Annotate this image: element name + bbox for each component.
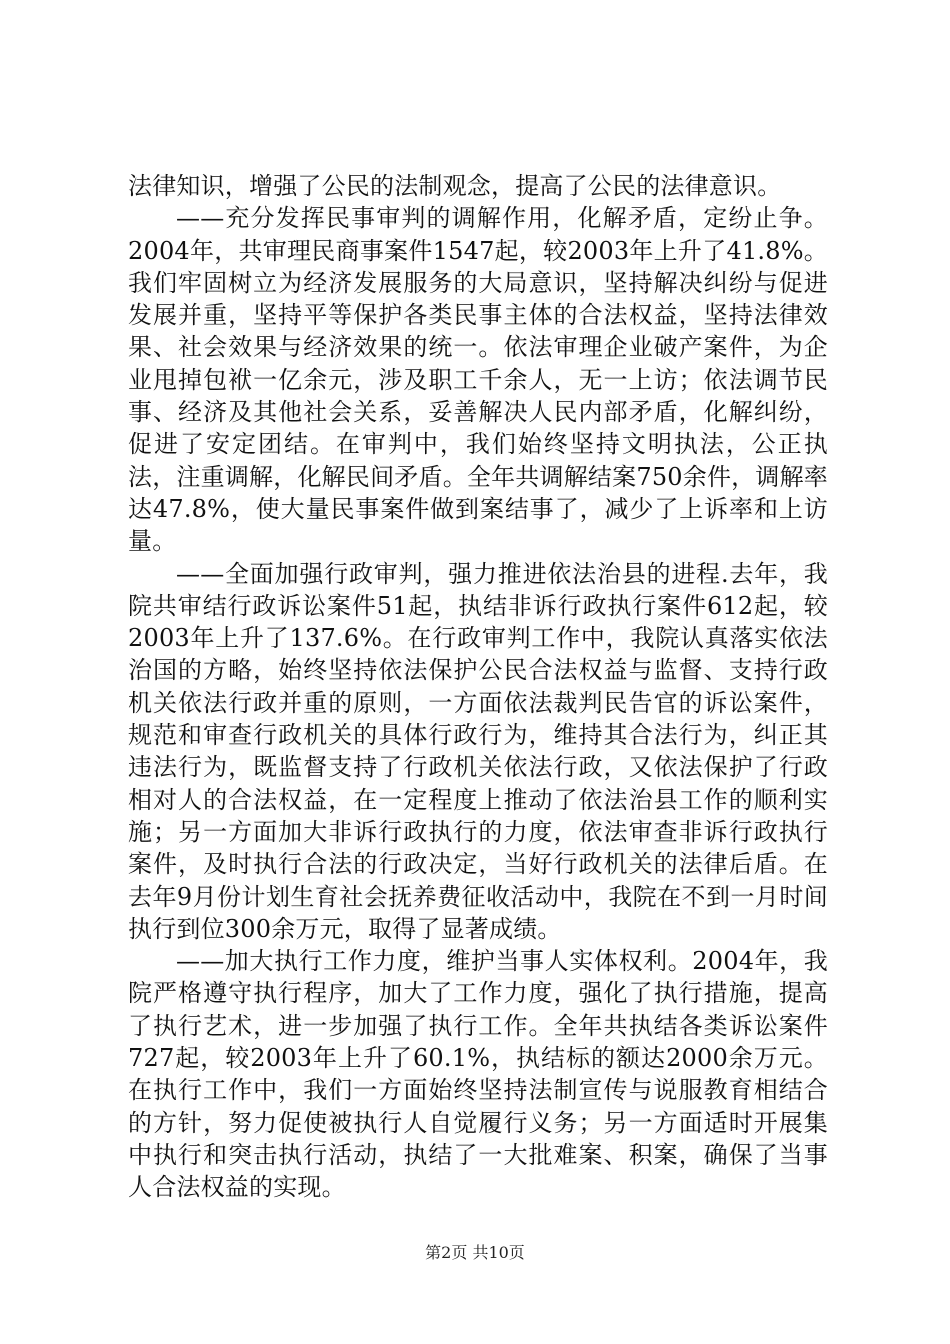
document-body (128, 170, 828, 1204)
paragraph-civil-trial: ——充分发挥民事审判的调解作用，化解矛盾，定纷止争。2004年，共审理民商事案件1547起，较2003年上升了41.8%。我们牢固树立为经济发展服务的大局意识，坚持解决纠纷与促进发展并重，坚持平等保护各类民事主体的合法权益，坚持法律效果、社会效果与经济效果的统一。依法审理企业破产案件，为企业甩掉包袱一亿余元，涉及职工千余人，无一上访；依法调节民事、经济及其他社会关系，妥善解决人民内部矛盾，化解纠纷，促进了安定团结。在审判中，我们始终坚持文明执法，公正执法，注重调解，化解民间矛盾。全年共调解结案750余件，调解率达47.8%，使大量民事案件做到案结事了，减少了上诉率和上访量。 (128, 204, 828, 556)
paragraph-continuation: 法律知识，增强了公民的法制观念，提高了公民的法律意识。 (128, 172, 782, 200)
page-number-footer: 第2页 共10页 (425, 1243, 525, 1262)
paragraph-enforcement: ——加大执行工作力度，维护当事人实体权利。2004年，我院严格遵守执行程序，加大了工作力度，强化了执行措施，提高了执行艺术，进一步加强了执行工作。全年共执结各类诉讼案件727起，较2003年上升了60.1%，执结标的额达2000余万元。在执行工作中，我们一方面始终坚持法制宣传与说服教育相结合的方针，努力促使被执行人自觉履行义务；另一方面适时开展集中执行和突击执行活动，执结了一大批难案、积案，确保了当事人合法权益的实现。 (128, 947, 828, 1202)
paragraph-administrative-trial: ——全面加强行政审判，强力推进依法治县的进程.去年，我院共审结行政诉讼案件51起，执结非诉行政执行案件612起，较2003年上升了137.6%。在行政审判工作中，我院认真落实依法治国的方略，始终坚持依法保护公民合法权益与监督、支持行政机关依法行政并重的原则，一方面依法裁判民告官的诉讼案件，规范和审查行政机关的具体行政行为，维持其合法行为，纠正其违法行为，既监督支持了行政机关依法行政，又依法保护了行政相对人的合法权益，在一定程度上推动了依法治县工作的顺利实施；另一方面加大非诉行政执行的力度，依法审查非诉行政执行案件，及时执行合法的行政决定，当好行政机关的法律后盾。在去年9月份计划生育社会抚养费征收活动中，我院在不到一月时间执行到位300余万元，取得了显著成绩。 (128, 559, 828, 943)
